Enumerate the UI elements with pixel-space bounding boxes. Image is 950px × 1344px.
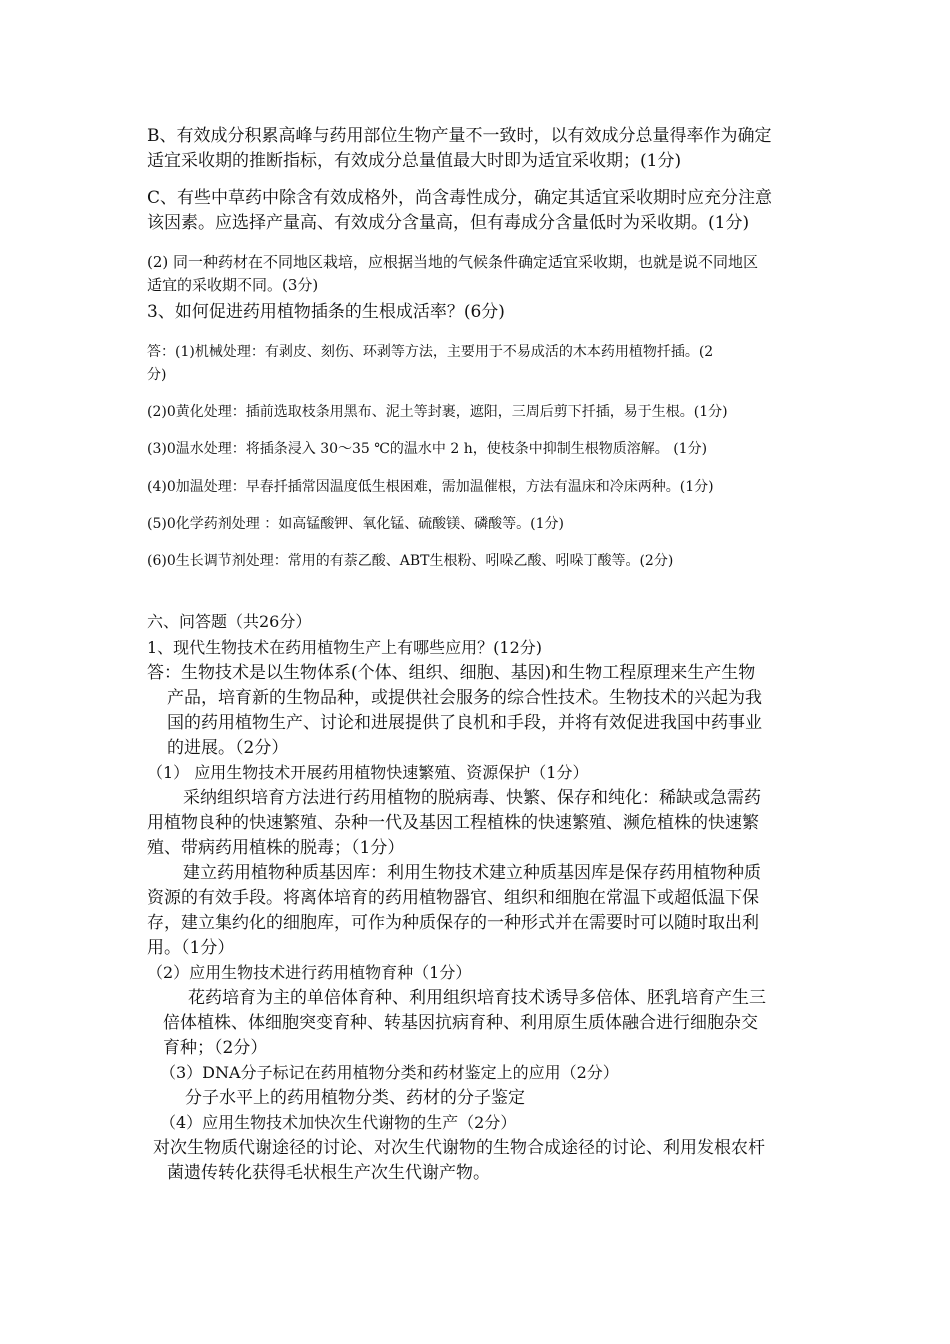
text-line: （1） 应用生物技术开展药用植物快速繁殖、资源保护（1分）	[147, 763, 589, 782]
text-line: 适宜采收期的推断指标，有效成分总量值最大时即为适宜采收期；(1分)	[147, 151, 682, 171]
text-line: 资源的有效手段。将离体培育的药用植物器官、组织和细胞在常温下或超低温下保	[147, 888, 759, 908]
text-line: 采纳组织培育方法进行药用植物的脱病毒、快繁、保存和纯化：稀缺或急需药	[183, 788, 761, 808]
text-line: 的进展。（2分）	[167, 738, 289, 758]
text-line: (2) 同一种药材在不同地区栽培，应根据当地的气候条件确定适宜采收期，也就是说不同地区	[147, 253, 759, 271]
text-line: (2)0黄化处理：插前选取枝条用黑布、泥土等封裹，遮阳，三周后剪下扦插，易于生根。(1分)	[147, 404, 728, 420]
text-line: B、有效成分积累高峰与药用部位生物产量不一致时，以有效成分总量得率作为确定	[147, 126, 772, 146]
text-line: 该因素。应选择产量高、有效成分含量高，但有毒成分含量低时为采收期。(1分)	[147, 213, 750, 233]
text-line: C、有些中草药中除含有效成格外，尚含毒性成分，确定其适宜采收期时应充分注意	[147, 188, 773, 208]
text-line: (4)0加温处理：早春扦插常因温度低生根困难，需加温催根，方法有温床和冷床两种。(1分)	[147, 479, 714, 495]
text-line: (5)0化学药剂处理 ：如高锰酸钾、氧化锰、硫酸镁、磷酸等。(1分)	[147, 516, 565, 532]
text-line: (3)0温水处理：将插条浸入 30～35 ℃的温水中 2 h，使枝条中抑制生根物质溶解。 (1分)	[147, 441, 708, 457]
text-line: 答：(1)机械处理：有剥皮、刻伤、环剥等方法，主要用于不易成活的木本药用植物扦插。(2	[147, 344, 714, 360]
text-line: 答：生物技术是以生物体系(个体、组织、细胞、基因)和生物工程原理来生产生物	[147, 663, 756, 683]
text-line: 适宜的采收期不同。(3分)	[147, 276, 319, 294]
text-line: 产品，培育新的生物品种，或提供社会服务的综合性技术。生物技术的兴起为我	[167, 688, 762, 708]
text-line: 建立药用植物种质基因库：利用生物技术建立种质基因库是保存药用植物种质	[183, 863, 761, 883]
section-heading: 六、问答题（共26分）	[147, 612, 312, 631]
text-line: 国的药用植物生产、讨论和进展提供了良机和手段，并将有效促进我国中药事业	[167, 713, 762, 733]
text-line: 存，建立集约化的细胞库，可作为种质保存的一种形式并在需要时可以随时取出利	[147, 913, 759, 933]
text-line: 分子水平上的药用植物分类、药材的分子鉴定	[185, 1088, 525, 1108]
text-line: 殖、带病药用植株的脱毒；（1分）	[147, 838, 405, 858]
text-line: 育种；（2分）	[163, 1038, 268, 1058]
text-line: 用植物良种的快速繁殖、杂种一代及基因工程植株的快速繁殖、濒危植株的快速繁	[147, 813, 759, 833]
text-line: 倍体植株、体细胞突变育种、转基因抗病育种、利用原生质体融合进行细胞杂交	[163, 1013, 758, 1033]
text-line: (6)0生长调节剂处理：常用的有萘乙酸、ABT生根粉、吲哚乙酸、吲哚丁酸等。(2分)	[147, 553, 674, 569]
text-line: （2）应用生物技术进行药用植物育种（1分）	[147, 963, 472, 982]
text-line: 3、如何促进药用植物插条的生根成活率？(6分)	[147, 302, 505, 322]
text-line: 用。（1分）	[147, 938, 235, 958]
question-title: 1、现代生物技术在药用植物生产上有哪些应用？(12分)	[147, 638, 543, 657]
text-line: （3）DNA分子标记在药用植物分类和药材鉴定上的应用（2分）	[160, 1063, 619, 1082]
text-line: （4）应用生物技术加快次生代谢物的生产（2分）	[160, 1113, 517, 1132]
text-line: 分)	[147, 367, 167, 383]
text-line: 对次生物质代谢途径的讨论、对次生代谢物的生物合成途径的讨论、利用发根农杆	[153, 1138, 765, 1158]
text-line: 花药培育为主的单倍体育种、利用组织培育技术诱导多倍体、胚乳培育产生三	[188, 988, 766, 1008]
text-line: 菌遗传转化获得毛状根生产次生代谢产物。	[167, 1163, 490, 1183]
